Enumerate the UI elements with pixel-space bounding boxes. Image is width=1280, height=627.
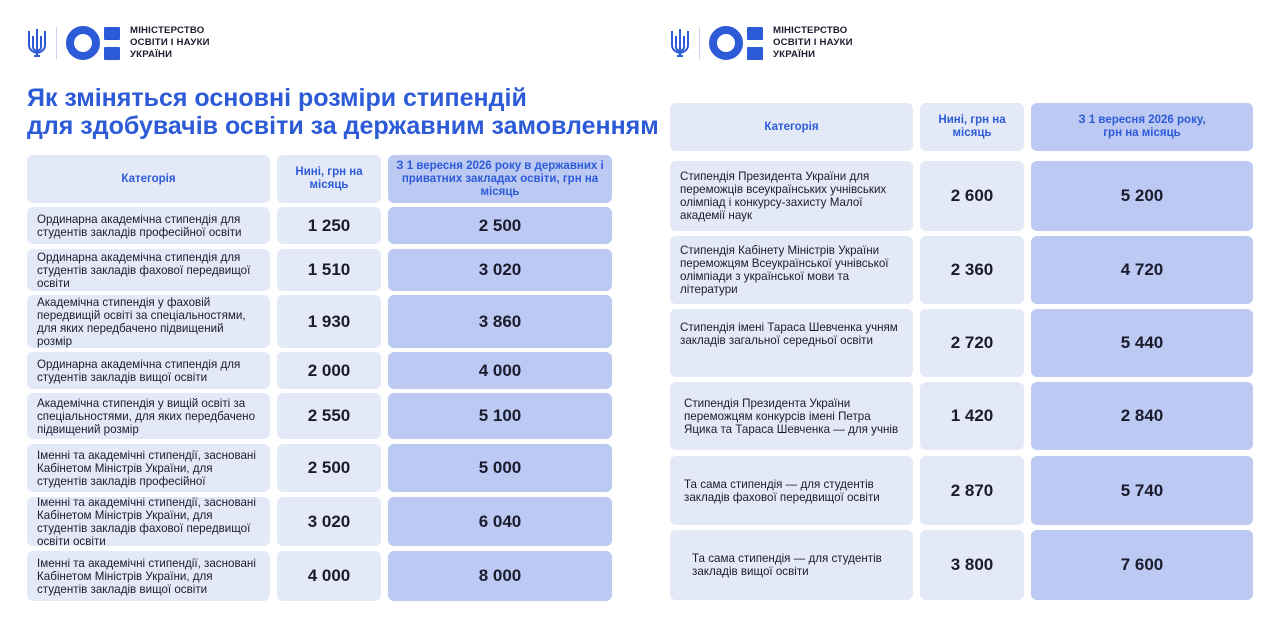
table-row-category: Ординарна академічна стипендія для студентів закладів фахової передвищої освіти [27, 249, 270, 291]
left-header-category: Категорія [27, 155, 270, 203]
table-row-future: 2 500 [388, 207, 612, 244]
table-row-category: Стипендія Кабінету Міністрів України переможцям Всеукраїнської учнівської олімпіади з української мови та літератури [670, 236, 913, 304]
table-row-category: Іменні та академічні стипендії, засновані Кабінетом Міністрів України, для студентів закладів фахової передвищої освіти освіти [27, 497, 270, 546]
table-row-now: 2 550 [277, 393, 381, 439]
table-row-now: 2 500 [277, 444, 381, 492]
table-row-now: 3 020 [277, 497, 381, 546]
right-header-category: Категорія [670, 103, 913, 151]
left-header-now: Нині, грн на місяць [277, 155, 381, 203]
table-row-future: 3 860 [388, 295, 612, 348]
table-row-now: 2 720 [920, 309, 1024, 377]
table-row-now: 1 510 [277, 249, 381, 291]
logo-separator [56, 27, 57, 59]
table-row-category: Стипендія імені Тараса Шевченка учням закладів загальної середньої освіти [670, 309, 913, 377]
table-row-now: 3 800 [920, 530, 1024, 600]
table-row-now: 1 930 [277, 295, 381, 348]
table-row-category: Ординарна академічна стипендія для студентів закладів професійної освіти [27, 207, 270, 244]
table-row-category: Стипендія Президента України переможцям конкурсів імені Петра Яцика та Тараса Шевченка — для учнів [670, 382, 913, 450]
left-header-future: З 1 вересня 2026 року в державних і приватних закладах освіти, грн на місяць [388, 155, 612, 203]
table-row-future: 5 740 [1031, 456, 1253, 525]
table-row-now: 2 600 [920, 161, 1024, 231]
table-row-category: Іменні та академічні стипендії, засновані Кабінетом Міністрів України, для студентів закладів професійної [27, 444, 270, 492]
table-row-category: Іменні та академічні стипендії, засновані Кабінетом Міністрів України, для студентів закладів вищої освіти [27, 551, 270, 601]
table-row-future: 5 100 [388, 393, 612, 439]
table-row-now: 2 360 [920, 236, 1024, 304]
table-row-category: Академічна стипендія у вищій освіті за спеціальностями, для яких передбачено підвищений розмір [27, 393, 270, 439]
ministry-logo-right [670, 24, 853, 62]
table-row-category: Та сама стипендія — для студентів закладів вищої освіти [670, 530, 913, 600]
page-title: Як зміняться основні розміри стипендій для здобувачів освіти за державним замовленням [27, 84, 659, 140]
table-row-future: 4 000 [388, 352, 612, 389]
table-row-category: Та сама стипендія — для студентів закладів фахової передвищої освіти [670, 456, 913, 525]
table-row-future: 3 020 [388, 249, 612, 291]
table-row-future: 6 040 [388, 497, 612, 546]
ministry-name: МІНІСТЕРСТВО ОСВІТИ І НАУКИ УКРАЇНИ [130, 25, 210, 60]
table-row-future: 4 720 [1031, 236, 1253, 304]
table-row-category: Стипендія Президента України для переможців всеукраїнських учнівських олімпіад і конкурсу-захисту Малої академії наук [670, 161, 913, 231]
table-row-future: 7 600 [1031, 530, 1253, 600]
mon-mark-icon [66, 26, 120, 60]
mon-mark-icon [709, 26, 763, 60]
table-row-future: 2 840 [1031, 382, 1253, 450]
table-row-future: 5 000 [388, 444, 612, 492]
right-header-future: З 1 вересня 2026 року, грн на місяць [1031, 103, 1253, 151]
table-row-now: 4 000 [277, 551, 381, 601]
table-row-future: 5 200 [1031, 161, 1253, 231]
ministry-name: МІНІСТЕРСТВО ОСВІТИ І НАУКИ УКРАЇНИ [773, 25, 853, 60]
table-row-now: 1 420 [920, 382, 1024, 450]
table-row-category: Ординарна академічна стипендія для студентів закладів вищої освіти [27, 352, 270, 389]
table-row-now: 2 870 [920, 456, 1024, 525]
table-row-now: 2 000 [277, 352, 381, 389]
table-row-future: 5 440 [1031, 309, 1253, 377]
ministry-logo-left [27, 24, 210, 62]
table-row-now: 1 250 [277, 207, 381, 244]
right-header-now: Нині, грн на місяць [920, 103, 1024, 151]
trident-icon [670, 27, 690, 59]
table-row-category: Академічна стипендія у фаховій передвищій освіті за спеціальностями, для яких передбачено підвищений розмір [27, 295, 270, 348]
logo-separator [699, 27, 700, 59]
trident-icon [27, 27, 47, 59]
table-row-future: 8 000 [388, 551, 612, 601]
